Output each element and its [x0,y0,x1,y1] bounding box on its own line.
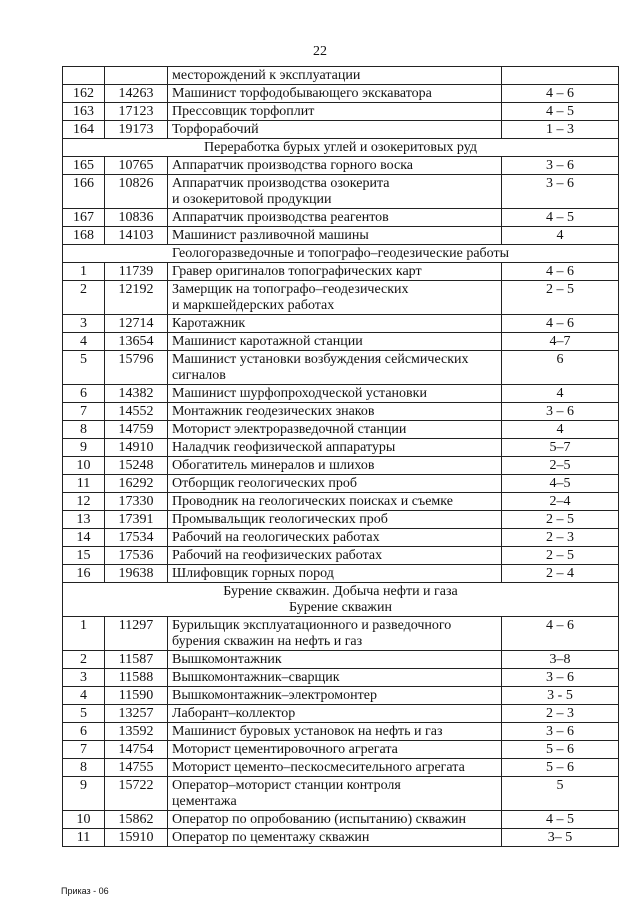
profession-code: 12714 [105,315,168,333]
grade-range: 5 – 6 [502,759,619,777]
profession-name: Бурильщик эксплуатационного и разведочного бурения скважин на нефть и газ [168,617,502,651]
row-number: 3 [63,669,105,687]
table-row [63,103,619,121]
table-row [63,565,619,583]
row-number: 6 [63,385,105,403]
grade-range: 2 – 3 [502,705,619,723]
profession-name: Моторист цементировочного агрегата [168,741,502,759]
table-row [63,741,619,759]
profession-name: Наладчик геофизической аппаратуры [168,439,502,457]
table-row [63,705,619,723]
grade-range: 4 [502,421,619,439]
row-number: 11 [63,829,105,847]
table-row [63,777,619,811]
table-body [63,67,619,847]
profession-name: Шлифовщик горных пород [168,565,502,583]
row-number: 166 [63,175,105,209]
table-row [63,669,619,687]
grade-range: 6 [502,351,619,385]
grade-range: 1 – 3 [502,121,619,139]
row-number: 4 [63,333,105,351]
table-row [63,511,619,529]
profession-code: 14382 [105,385,168,403]
row-number: 167 [63,209,105,227]
profession-code: 15910 [105,829,168,847]
table-row [63,439,619,457]
section-row [63,245,619,263]
grade-range: 3 – 6 [502,403,619,421]
table-row [63,723,619,741]
grade-range: 3 – 6 [502,669,619,687]
profession-code: 16292 [105,475,168,493]
row-number: 4 [63,687,105,705]
profession-name: месторождений к эксплуатации [168,67,502,85]
profession-code: 11588 [105,669,168,687]
grade-range: 5 [502,777,619,811]
section-title: Переработка бурых углей и озокеритовых руд [63,139,619,157]
profession-code: 10826 [105,175,168,209]
row-number: 11 [63,475,105,493]
table-row [63,403,619,421]
grade-range: 2 – 3 [502,529,619,547]
row-number: 10 [63,457,105,475]
table-row [63,529,619,547]
profession-name: Вышкомонтажник [168,651,502,669]
row-number: 10 [63,811,105,829]
grade-range: 5 – 6 [502,741,619,759]
section-row [63,139,619,157]
profession-code: 13257 [105,705,168,723]
profession-code: 17391 [105,511,168,529]
table-row [63,421,619,439]
section-row [63,583,619,617]
table-row [63,829,619,847]
table-row [63,687,619,705]
profession-code: 15722 [105,777,168,811]
table-row [63,547,619,565]
table-row [63,121,619,139]
profession-name: Монтажник геодезических знаков [168,403,502,421]
profession-code: 14552 [105,403,168,421]
profession-name: Аппаратчик производства озокерита и озокеритовой продукции [168,175,502,209]
row-number: 2 [63,281,105,315]
row-number: 163 [63,103,105,121]
profession-code: 12192 [105,281,168,315]
row-number: 6 [63,723,105,741]
profession-name: Вышкомонтажник–сварщик [168,669,502,687]
profession-name: Машинист установки возбуждения сейсмических сигналов [168,351,502,385]
table-row [63,651,619,669]
section-title: Геологоразведочные и топографо–геодезические работы [63,245,619,263]
row-number: 162 [63,85,105,103]
section-title: Бурение скважин. Добыча нефти и газа Бурение скважин [63,583,619,617]
profession-code: 10836 [105,209,168,227]
profession-code: 11590 [105,687,168,705]
profession-name: Аппаратчик производства реагентов [168,209,502,227]
row-number: 9 [63,439,105,457]
profession-code: 11587 [105,651,168,669]
table-row [63,759,619,777]
profession-name: Оператор по опробованию (испытанию) скважин [168,811,502,829]
profession-name: Рабочий на геофизических работах [168,547,502,565]
row-number: 13 [63,511,105,529]
grade-range: 3 - 5 [502,687,619,705]
profession-code: 19638 [105,565,168,583]
grade-range: 4 [502,227,619,245]
page-number: 22 [313,44,327,59]
profession-code: 13654 [105,333,168,351]
profession-name: Торфорабочий [168,121,502,139]
table-row [63,493,619,511]
table-row [63,351,619,385]
grade-range: 4 – 6 [502,85,619,103]
profession-code: 13592 [105,723,168,741]
profession-code: 17534 [105,529,168,547]
profession-name: Каротажник [168,315,502,333]
profession-name: Оператор–моторист станции контроля цементажа [168,777,502,811]
profession-name: Аппаратчик производства горного воска [168,157,502,175]
table-row [63,385,619,403]
profession-name: Обогатитель минералов и шлихов [168,457,502,475]
profession-name: Машинист разливочной машины [168,227,502,245]
grade-range: 2–5 [502,457,619,475]
profession-code: 19173 [105,121,168,139]
profession-name: Оператор по цементажу скважин [168,829,502,847]
grade-range: 5–7 [502,439,619,457]
profession-code: 17536 [105,547,168,565]
table-row [63,811,619,829]
profession-name: Прессовщик торфоплит [168,103,502,121]
grade-range: 3– 5 [502,829,619,847]
table-row [63,85,619,103]
profession-code: 17123 [105,103,168,121]
table-row [63,457,619,475]
grade-range: 4 – 6 [502,263,619,281]
row-number: 2 [63,651,105,669]
profession-code: 15862 [105,811,168,829]
row-number: 8 [63,759,105,777]
grade-range: 4–5 [502,475,619,493]
table-row [63,263,619,281]
table-row [63,281,619,315]
row-number: 3 [63,315,105,333]
grade-range: 3–8 [502,651,619,669]
row-number: 9 [63,777,105,811]
profession-code: 14754 [105,741,168,759]
grade-range: 3 – 6 [502,157,619,175]
table-row [63,333,619,351]
profession-code: 14755 [105,759,168,777]
row-number: 1 [63,263,105,281]
table-row [63,227,619,245]
grade-range: 4 – 5 [502,209,619,227]
footer-label: Приказ - 06 [61,886,109,896]
grade-range: 2 – 5 [502,511,619,529]
row-number: 8 [63,421,105,439]
profession-code: 15248 [105,457,168,475]
profession-name: Машинист шурфопроходческой установки [168,385,502,403]
row-number: 15 [63,547,105,565]
profession-name: Вышкомонтажник–электромонтер [168,687,502,705]
profession-code: 11739 [105,263,168,281]
grade-range: 3 – 6 [502,723,619,741]
row-number: 165 [63,157,105,175]
row-number [63,67,105,85]
row-number: 16 [63,565,105,583]
profession-code: 14910 [105,439,168,457]
profession-code: 14759 [105,421,168,439]
grade-range: 4 – 6 [502,617,619,651]
grade-range: 4 – 5 [502,103,619,121]
profession-name: Моторист электроразведочной станции [168,421,502,439]
profession-name: Промывальщик геологических проб [168,511,502,529]
profession-name: Рабочий на геологических работах [168,529,502,547]
profession-code: 17330 [105,493,168,511]
row-number: 5 [63,705,105,723]
profession-code: 14103 [105,227,168,245]
table-row [63,209,619,227]
row-number: 12 [63,493,105,511]
grade-range: 2 – 5 [502,281,619,315]
profession-name: Машинист каротажной станции [168,333,502,351]
row-number: 164 [63,121,105,139]
row-number: 14 [63,529,105,547]
profession-name: Проводник на геологических поисках и съемке [168,493,502,511]
row-number: 168 [63,227,105,245]
grade-range: 4 – 5 [502,811,619,829]
row-number: 7 [63,403,105,421]
profession-name: Лаборант–коллектор [168,705,502,723]
table-row [63,175,619,209]
row-number: 5 [63,351,105,385]
profession-name: Моторист цементо–пескосмесительного агрегата [168,759,502,777]
row-number: 1 [63,617,105,651]
profession-code: 11297 [105,617,168,651]
grade-range: 4 [502,385,619,403]
grade-range: 3 – 6 [502,175,619,209]
profession-name: Машинист торфодобывающего экскаватора [168,85,502,103]
grade-range: 2 – 4 [502,565,619,583]
grade-range: 4–7 [502,333,619,351]
table-row [63,315,619,333]
profession-code [105,67,168,85]
grade-range: 2–4 [502,493,619,511]
profession-name: Машинист буровых установок на нефть и газ [168,723,502,741]
profession-name: Гравер оригиналов топографических карт [168,263,502,281]
profession-name: Замерщик на топографо–геодезических и маркшейдерских работах [168,281,502,315]
grade-range: 4 – 6 [502,315,619,333]
table-row [63,157,619,175]
profession-name: Отборщик геологических проб [168,475,502,493]
table-row [63,67,619,85]
grade-range [502,67,619,85]
profession-code: 10765 [105,157,168,175]
professions-table [62,66,619,847]
row-number: 7 [63,741,105,759]
profession-code: 14263 [105,85,168,103]
grade-range: 2 – 5 [502,547,619,565]
table-row [63,617,619,651]
table-row [63,475,619,493]
profession-code: 15796 [105,351,168,385]
